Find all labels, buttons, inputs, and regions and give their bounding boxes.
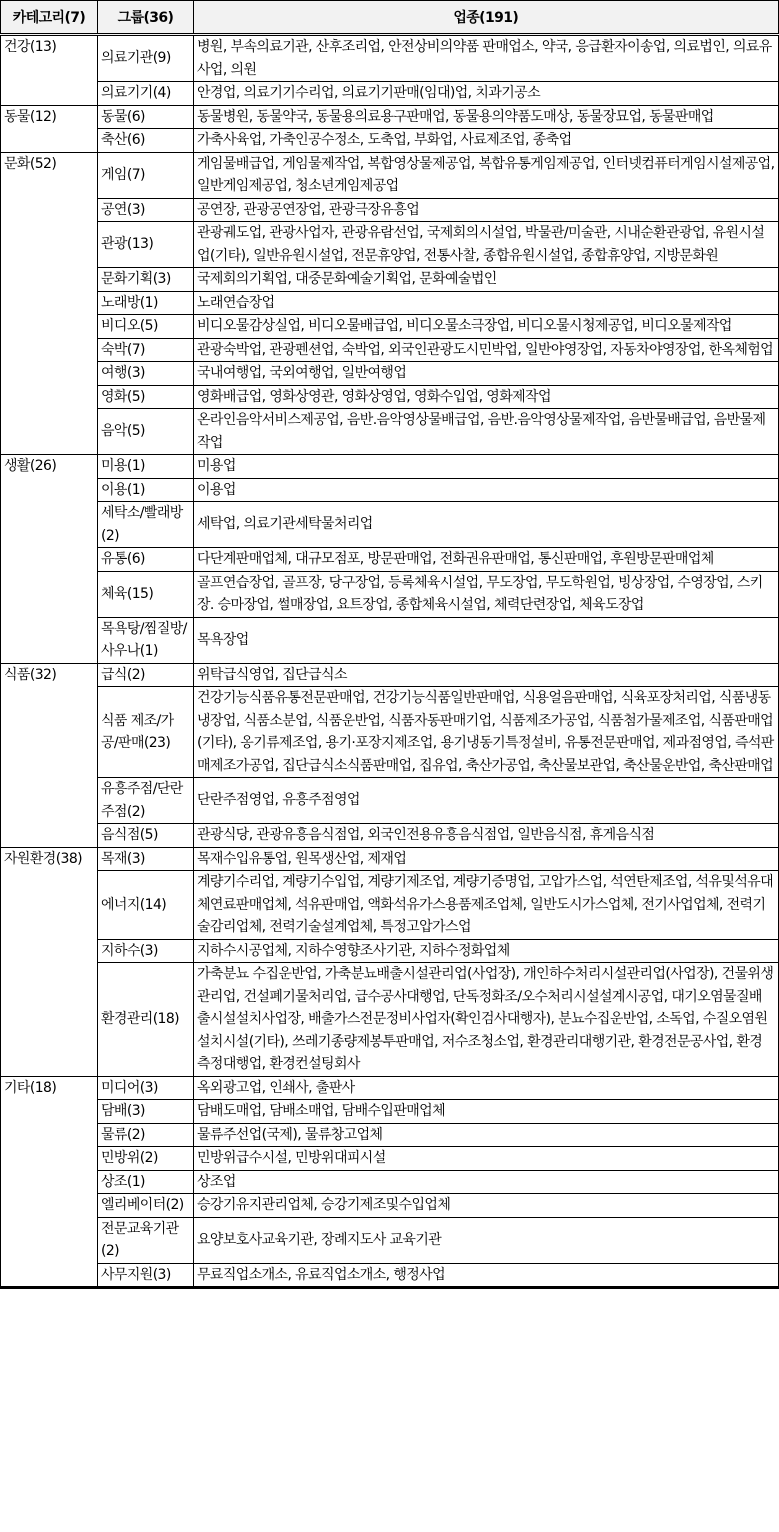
- group-cell: 사무지원(3): [98, 1263, 194, 1288]
- industry-list-cell: 이용업: [194, 478, 779, 502]
- industry-list-cell: 안경업, 의료기기수리업, 의료기기판매(임대)업, 치과기공소: [194, 82, 779, 106]
- table-row: [1, 35, 779, 82]
- industry-list-cell: 목재수입유통업, 원목생산업, 제재업: [194, 847, 779, 871]
- industry-list-cell: 병원, 부속의료기관, 산후조리업, 안전상비의약품 판매업소, 약국, 응급환자이송업, 의료법인, 의료유사업, 의원: [194, 35, 779, 82]
- group-cell: 의료기관(9): [98, 35, 194, 82]
- table-row: [1, 268, 779, 292]
- category-cell: 기타(18): [1, 1076, 98, 1288]
- industry-list-cell: 골프연습장업, 골프장, 당구장업, 등록체육시설업, 무도장업, 무도학원업, 빙상장업, 수영장업, 스키장. 승마장업, 썰매장업, 요트장업, 종합체육시설업, 체력단련장업, 체육도장업: [194, 571, 779, 617]
- table-row: [1, 939, 779, 963]
- table-row: [1, 1263, 779, 1288]
- category-cell: 동물(12): [1, 105, 98, 152]
- table-row: [1, 1194, 779, 1218]
- table-row: [1, 502, 779, 548]
- header-category: 카테고리(7): [1, 1, 98, 35]
- industry-list-cell: 온라인음악서비스제공업, 음반.음악영상물배급업, 음반.음악영상물제작업, 음반물배급업, 음반물제작업: [194, 409, 779, 455]
- group-cell: 물류(2): [98, 1123, 194, 1147]
- table-row: [1, 1076, 779, 1100]
- category-cell: 건강(13): [1, 35, 98, 106]
- table-row: [1, 291, 779, 315]
- category-cell: 문화(52): [1, 152, 98, 455]
- industry-list-cell: 다단계판매업체, 대규모점포, 방문판매업, 전화권유판매업, 통신판매업, 후원방문판매업체: [194, 548, 779, 572]
- industry-list-cell: 목욕장업: [194, 617, 779, 663]
- table-row: [1, 1147, 779, 1171]
- industry-list-cell: 물류주선업(국제), 물류창고업체: [194, 1123, 779, 1147]
- industry-list-cell: 담배도매업, 담배소매업, 담배수입판매업체: [194, 1100, 779, 1124]
- industry-list-cell: 노래연습장업: [194, 291, 779, 315]
- table-row: [1, 478, 779, 502]
- group-cell: 미디어(3): [98, 1076, 194, 1100]
- table-row: [1, 409, 779, 455]
- table-row: [1, 571, 779, 617]
- group-cell: 비디오(5): [98, 315, 194, 339]
- industry-list-cell: 게임물배급업, 게임물제작업, 복합영상물제공업, 복합유통게임제공업, 인터넷컴퓨터게임시설제공업, 일반게임제공업, 청소년게임제공업: [194, 152, 779, 198]
- table-row: [1, 152, 779, 198]
- group-cell: 환경관리(18): [98, 963, 194, 1077]
- category-cell: 생활(26): [1, 455, 98, 664]
- industry-list-cell: 국내여행업, 국외여행업, 일반여행업: [194, 362, 779, 386]
- industry-list-cell: 비디오물감상실업, 비디오물배급업, 비디오물소극장업, 비디오물시청제공업, 비디오물제작업: [194, 315, 779, 339]
- table-row: [1, 847, 779, 871]
- group-cell: 축산(6): [98, 129, 194, 153]
- table-row: [1, 663, 779, 687]
- industry-list-cell: 관광궤도업, 관광사업자, 관광유람선업, 국제회의시설업, 박물관/미술관, 시내순환관광업, 유원시설업(기타), 일반유원시설업, 전문휴양업, 전통사찰, 종합유원시설업, 종합휴양업, 지방문화원: [194, 222, 779, 268]
- table-row: [1, 871, 779, 940]
- group-cell: 유통(6): [98, 548, 194, 572]
- group-cell: 미용(1): [98, 455, 194, 479]
- group-cell: 여행(3): [98, 362, 194, 386]
- industry-list-cell: 요양보호사교육기관, 장례지도사 교육기관: [194, 1217, 779, 1263]
- industry-list-cell: 계량기수리업, 계량기수입업, 계량기제조업, 계량기증명업, 고압가스업, 석연탄제조업, 석유및석유대체연료판매업체, 석유판매업, 액화석유가스용품제조업체, 일반도시가스업체, 전기사업업체, 전력기술감리업체, 전력기술설계업체, 특정고압가스업: [194, 871, 779, 940]
- table-body: [1, 35, 779, 1288]
- group-cell: 게임(7): [98, 152, 194, 198]
- industry-list-cell: 무료직업소개소, 유료직업소개소, 행정사업: [194, 1263, 779, 1288]
- group-cell: 엘리베이터(2): [98, 1194, 194, 1218]
- industry-list-cell: 미용업: [194, 455, 779, 479]
- group-cell: 민방위(2): [98, 1147, 194, 1171]
- group-cell: 관광(13): [98, 222, 194, 268]
- table-row: [1, 82, 779, 106]
- header-group: 그룹(36): [98, 1, 194, 35]
- table-row: [1, 548, 779, 572]
- industry-list-cell: 가축사육업, 가축인공수정소, 도축업, 부화업, 사료제조업, 종축업: [194, 129, 779, 153]
- table-row: [1, 687, 779, 778]
- group-cell: 노래방(1): [98, 291, 194, 315]
- industry-list-cell: 승강기유지관리업체, 승강기제조및수입업체: [194, 1194, 779, 1218]
- industry-list-cell: 위탁급식영업, 집단급식소: [194, 663, 779, 687]
- industry-list-cell: 옥외광고업, 인쇄사, 출판사: [194, 1076, 779, 1100]
- industry-list-cell: 가축분뇨 수집운반업, 가축분뇨배출시설관리업(사업장), 개인하수처리시설관리업(사업장), 건물위생관리업, 건설폐기물처리업, 급수공사대행업, 단독정화조/오수처리시설설계시공업, 대기오염물질배출시설설치사업장, 배출가스전문정비사업자(확인검사대행자), 분뇨수집운반업, 소독업, 수질오염원설치시설(기타), 쓰레기종량제봉투판매업, 저수조청소업, 환경관리대행기관, 환경전문공사업, 환경측정대행업, 환경컨설팅회사: [194, 963, 779, 1077]
- group-cell: 음악(5): [98, 409, 194, 455]
- group-cell: 목재(3): [98, 847, 194, 871]
- table-row: [1, 617, 779, 663]
- table-row: [1, 198, 779, 222]
- industry-list-cell: 영화배급업, 영화상영관, 영화상영업, 영화수입업, 영화제작업: [194, 385, 779, 409]
- industry-list-cell: 동물병원, 동물약국, 동물용의료용구판매업, 동물용의약품도매상, 동물장묘업, 동물판매업: [194, 105, 779, 129]
- table-row: [1, 105, 779, 129]
- industry-list-cell: 민방위급수시설, 민방위대피시설: [194, 1147, 779, 1171]
- table-row: [1, 1170, 779, 1194]
- group-cell: 영화(5): [98, 385, 194, 409]
- table-row: [1, 1123, 779, 1147]
- table-row: [1, 222, 779, 268]
- group-cell: 담배(3): [98, 1100, 194, 1124]
- header-row: [1, 1, 779, 35]
- table-row: [1, 315, 779, 339]
- header-industry: 업종(191): [194, 1, 779, 35]
- table-row: [1, 455, 779, 479]
- group-cell: 목욕탕/찜질방/사우나(1): [98, 617, 194, 663]
- industry-list-cell: 세탁업, 의료기관세탁물처리업: [194, 502, 779, 548]
- industry-list-cell: 상조업: [194, 1170, 779, 1194]
- group-cell: 세탁소/빨래방(2): [98, 502, 194, 548]
- table-row: [1, 129, 779, 153]
- table-row: [1, 963, 779, 1077]
- industry-list-cell: 건강기능식품유통전문판매업, 건강기능식품일반판매업, 식용얼음판매업, 식육포장처리업, 식품냉동냉장업, 식품소분업, 식품운반업, 식품자동판매기업, 식품제조가공업, 식품첨가물제조업, 식품판매업(기타), 옹기류제조업, 용기·포장지제조업, 용기냉동기특정설비, 유통전문판매업, 제과점영업, 즉석판매제조가공업, 집단급식소식품판매업, 집유업, 축산가공업, 축산물보관업, 축산물운반업, 축산판매업: [194, 687, 779, 778]
- group-cell: 문화기획(3): [98, 268, 194, 292]
- group-cell: 식품 제조/가공/판매(23): [98, 687, 194, 778]
- group-cell: 상조(1): [98, 1170, 194, 1194]
- table-row: [1, 1100, 779, 1124]
- table-row: [1, 338, 779, 362]
- group-cell: 의료기기(4): [98, 82, 194, 106]
- table-row: [1, 362, 779, 386]
- group-cell: 숙박(7): [98, 338, 194, 362]
- industry-list-cell: 공연장, 관광공연장업, 관광극장유흥업: [194, 198, 779, 222]
- industry-list-cell: 국제회의기획업, 대중문화예술기획업, 문화예술법인: [194, 268, 779, 292]
- group-cell: 음식점(5): [98, 824, 194, 848]
- group-cell: 체육(15): [98, 571, 194, 617]
- group-cell: 지하수(3): [98, 939, 194, 963]
- group-cell: 공연(3): [98, 198, 194, 222]
- group-cell: 급식(2): [98, 663, 194, 687]
- table-row: [1, 385, 779, 409]
- category-cell: 식품(32): [1, 663, 98, 847]
- group-cell: 이용(1): [98, 478, 194, 502]
- group-cell: 전문교육기관(2): [98, 1217, 194, 1263]
- table-row: [1, 778, 779, 824]
- industry-list-cell: 지하수시공업체, 지하수영향조사기관, 지하수정화업체: [194, 939, 779, 963]
- category-cell: 자원환경(38): [1, 847, 98, 1076]
- group-cell: 에너지(14): [98, 871, 194, 940]
- group-cell: 유흥주점/단란주점(2): [98, 778, 194, 824]
- industry-list-cell: 관광식당, 관광유흥음식점업, 외국인전용유흥음식점업, 일반음식점, 휴게음식점: [194, 824, 779, 848]
- group-cell: 동물(6): [98, 105, 194, 129]
- industry-list-cell: 단란주점영업, 유흥주점영업: [194, 778, 779, 824]
- table-row: [1, 824, 779, 848]
- table-row: [1, 1217, 779, 1263]
- industry-list-cell: 관광숙박업, 관광펜션업, 숙박업, 외국인관광도시민박업, 일반야영장업, 자동차야영장업, 한옥체험업: [194, 338, 779, 362]
